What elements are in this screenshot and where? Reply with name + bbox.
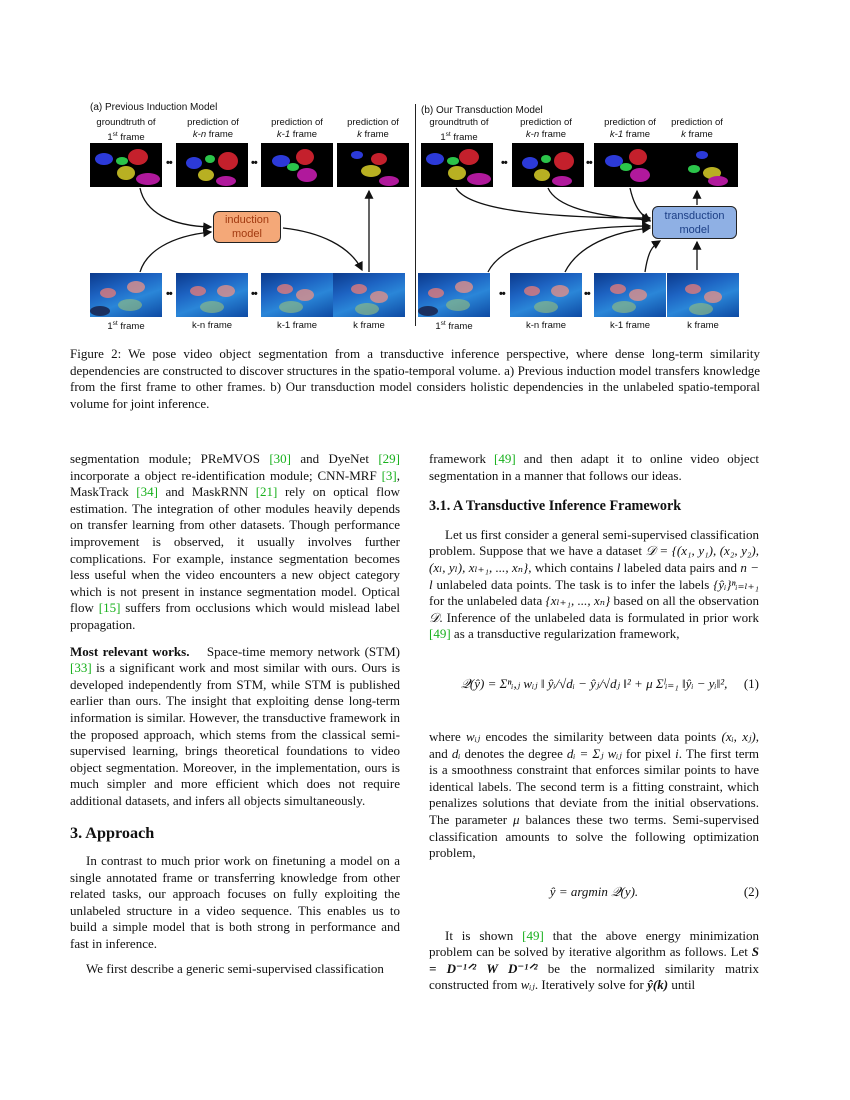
frame-label-first-a: 1st frame [107, 320, 145, 332]
citation-link[interactable]: [49] [429, 626, 451, 642]
section-heading-approach: 3. Approach [70, 824, 155, 843]
figure-caption: Figure 2: We pose video object segmentation from a transductive inference perspective, where dense long-term similarity dependencies are constructed to discover structures in the spatio-temporal volume. a) Previous induction model transfers knowledge from the first frame to other frames. b) Our transduction model considers holistic dependencies in the unlabeled spatio-temporal volume for joint inference. [70, 346, 760, 411]
arrow-gt-to-transduction [456, 188, 650, 218]
equation-2 [429, 872, 759, 914]
video-frame-kn-b [510, 273, 582, 317]
label-groundtruth-b: groundtruth of 1st frame [429, 117, 489, 143]
frame-label-k-b: k frame [687, 320, 719, 331]
label-pred-k1-a: prediction of k-1 frame [271, 117, 323, 140]
citation-link[interactable]: [33] [70, 660, 92, 676]
label-pred-k-a: prediction of k frame [347, 117, 399, 140]
paragraph-related-modules: segmentation module; PReMVOS [30] and DyeNet [29] incorporate a object re-identification module; CNN-MRF [3], MaskTrack [34] and MaskRNN [21] rely on optical flow estimation. The integration of other modules heavily depends on transfer learning from other datasets. Though performance improvement is observed, it usually involves further complications. For example, instance segmentation becomes less useful when the video encounters a new object category which is not present in instance segmentation model. Optical flow [15] suffers from occlusions which would mislead label propagation. [70, 451, 400, 632]
ellipsis-dots: •• [166, 157, 172, 169]
equation-1-number: (1) [743, 675, 759, 691]
arrow-induction-to-kframe [283, 228, 362, 270]
video-frame-k-b [667, 273, 739, 317]
frame-label-kn-b: k-n frame [525, 320, 567, 331]
label-groundtruth-a: groundtruth of 1st frame [96, 117, 156, 143]
video-frame-first-b [418, 273, 490, 317]
induction-model-box: induction model [213, 211, 281, 243]
ellipsis-dots: •• [584, 288, 590, 300]
frame-label-k1-b: k-1 frame [609, 320, 651, 331]
label-pred-kn-a: prediction of k-n frame [187, 117, 239, 140]
arrow-gt-to-induction [140, 188, 211, 227]
paragraph-approach-intro: In contrast to much prior work on finetuning a model on a single annotated frame or transferring knowledge from other related tasks, our approach focuses on fully exploiting the unlabeled structure in a video sequence. This enables us to build a simple model that is both strong in performance and fast in inference. [70, 853, 400, 952]
label-pred-k1-b: prediction of k-1 frame [604, 117, 656, 140]
equation-2-body: ŷ = argmin 𝒬(y). [549, 884, 639, 900]
panel-b-title: (b) Our Transduction Model [421, 105, 543, 116]
mask-thumbnail-k1-a [261, 143, 333, 187]
citation-link[interactable]: [49] [493, 451, 516, 466]
equation-1-body: 𝒬(ŷ) = Σⁿᵢ,ⱼ wᵢⱼ ‖ ŷᵢ/√dᵢ − ŷⱼ/√dⱼ ‖² + μ Σˡᵢ₌₁ ‖ŷᵢ − yᵢ‖², [460, 675, 728, 691]
ellipsis-dots: •• [251, 288, 257, 300]
frame-label-k1-a: k-1 frame [276, 320, 318, 331]
paragraph-iterative-solution: It is shown [49] that the above energy minimization problem can be solved by iterative algorithm as follows. Let S = D⁻¹ᐟ² W D⁻¹ᐟ² be the normalized similarity matrix constructed from wᵢⱼ. Iteratively solve for ŷ(k) until [429, 927, 760, 993]
ellipsis-dots: •• [501, 157, 507, 169]
ellipsis-dots: •• [166, 288, 172, 300]
equation-2-number: (2) [743, 884, 759, 900]
frame-label-k-a: k frame [353, 320, 385, 331]
ellipsis-dots: •• [251, 157, 257, 169]
citation-link[interactable]: [30] [269, 451, 291, 466]
mask-thumbnail-k-b [666, 143, 738, 187]
run-in-heading: Most relevant works. [70, 643, 190, 659]
arrow-kn-pred-to-transduction [548, 188, 650, 220]
arrow-first-frame-to-transduction [488, 226, 650, 272]
ellipsis-dots: •• [586, 157, 592, 169]
mask-thumbnail-gt-a [90, 143, 162, 187]
frame-label-first-b: 1st frame [435, 320, 473, 332]
label-pred-k-b: prediction of k frame [671, 117, 723, 140]
panel-a-title: (a) Previous Induction Model [90, 102, 218, 113]
arrow-k1-pred-to-transduction [630, 188, 650, 221]
mask-thumbnail-k1-b [594, 143, 666, 187]
left-column [70, 451, 400, 985]
arrow-first-frame-to-induction [140, 232, 211, 272]
paragraph-approach-continue: We first describe a generic semi-supervised classification [86, 960, 384, 976]
right-column [429, 451, 759, 1002]
mask-thumbnail-gt-b [421, 143, 493, 187]
mask-thumbnail-kn-a [176, 143, 248, 187]
citation-link[interactable]: [21] [255, 484, 278, 500]
mask-thumbnail-kn-b [512, 143, 584, 187]
arrow-k1-frame-to-transduction [645, 241, 660, 272]
citation-link[interactable]: [29] [378, 451, 400, 466]
paragraph-most-relevant-works: Most relevant works. Space-time memory network (STM) [33] is a significant work and most similar with ours. Ours is developed independently from STM, while STM is published earlier than ours. The insight that exploiting dense long-term information is similar. However, the transductive framework in the proposed approach, which stems from the classical semi-supervised learning, brings theoretical foundations to video object segmentation. Moreover, in the implementation, ours is much simpler and more efficient which does not require additional datasets, and infers all objects simultaneously. [70, 643, 400, 808]
label-pred-kn-b: prediction of k-n frame [520, 117, 572, 140]
panel-divider [415, 104, 416, 326]
citation-link[interactable]: [15] [98, 600, 121, 616]
mask-thumbnail-k-a [337, 143, 409, 187]
transduction-model-box: transduction model [652, 206, 737, 239]
citation-link[interactable]: [49] [522, 927, 544, 943]
paragraph-equation-explanation: where wᵢⱼ encodes the similarity between data points (xᵢ, xⱼ), and dᵢ denotes the degree dᵢ = Σⱼ wᵢⱼ for pixel i. The first term is a smoothness constraint that enforces similar points to have identical labels. The second term is a fitting constraint, which penalizes solutions that deviate from the initial observations. The parameter μ balances these two terms. Semi-supervised classification amounts to solve the following optimization problem, [429, 728, 759, 861]
video-frame-first-a [90, 273, 162, 317]
ellipsis-dots: •• [499, 288, 505, 300]
video-frame-k-a [333, 273, 405, 317]
citation-link[interactable]: [3] [381, 467, 397, 483]
paragraph-framework-continue: framework [49] and then adapt it to online video object segmentation in a manner that follows our ideas. [429, 451, 760, 483]
video-frame-k1-a [261, 273, 333, 317]
frame-label-kn-a: k-n frame [191, 320, 233, 331]
citation-link[interactable]: [34] [136, 484, 158, 500]
arrow-kn-frame-to-transduction [565, 228, 650, 272]
video-frame-k1-b [594, 273, 666, 317]
video-frame-kn-a [176, 273, 248, 317]
equation-1 [429, 653, 759, 715]
section-heading-transductive-framework: 3.1. A Transductive Inference Framework [429, 498, 682, 515]
paragraph-problem-setup: Let us first consider a general semi-supervised classification problem. Suppose that we have a dataset 𝒟 = {(x₁, y₁), (x₂, y₂), (xₗ, yₗ), xₗ₊₁, ..., xₙ}, which contains l labeled data pairs and n − l unlabeled data points. The task is to infer the labels {ŷᵢ}ⁿᵢ₌ₗ₊₁ for the unlabeled data {xₗ₊₁, ..., xₙ} based on all the observation 𝒟. Inference of the unlabeled data is formulated in prior work [49] as a transductive regularization framework, [429, 526, 760, 642]
